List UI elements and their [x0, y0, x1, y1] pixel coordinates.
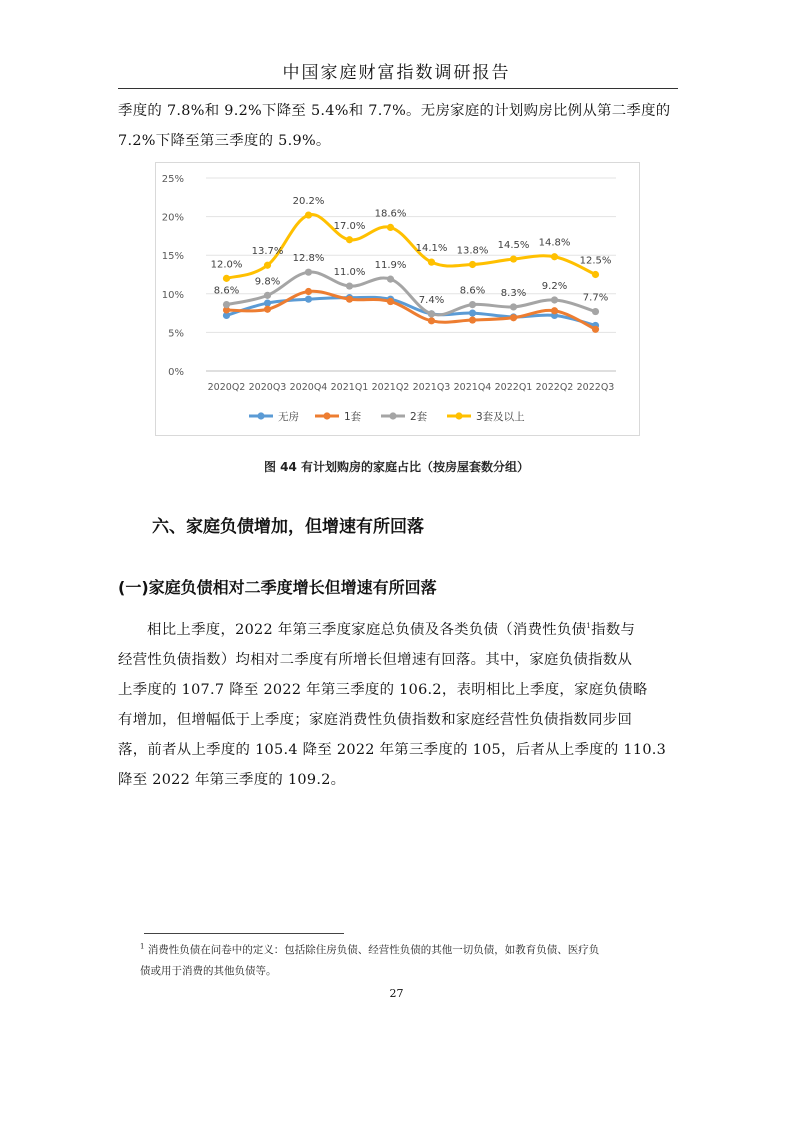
y-tick-label: 25%: [161, 174, 184, 185]
data-point: [305, 288, 312, 295]
data-label: 11.0%: [333, 267, 366, 279]
data-label: 13.7%: [251, 246, 284, 258]
legend-label: 1套: [344, 411, 362, 423]
data-point: [510, 255, 517, 262]
page-number: 27: [389, 987, 404, 1000]
data-point: [264, 299, 271, 306]
legend-marker: [389, 412, 396, 419]
data-point: [592, 271, 599, 278]
data-label: 8.6%: [213, 285, 240, 297]
line-chart: [156, 163, 639, 435]
data-point: [305, 211, 312, 218]
data-point: [346, 296, 353, 303]
footnote-line-1: 消费性负债在问卷中的定义：包括除住房负债、经营性负债的其他一切负债，如教育负债、医疗负: [147, 944, 600, 956]
data-label: 8.3%: [500, 287, 527, 299]
legend-marker: [323, 412, 330, 419]
data-label: 8.6%: [459, 285, 486, 297]
footnote-line-2: 债或用于消费的其他负债等。: [140, 965, 277, 977]
data-point: [264, 262, 271, 269]
data-point: [428, 310, 435, 317]
x-tick-label: 2021Q2: [371, 382, 410, 393]
body-line-4: 有增加，但增幅低于上季度；家庭消费性负债指数和家庭经营性负债指数同步回: [118, 712, 633, 728]
x-tick-label: 2021Q4: [453, 382, 492, 393]
body-line-5: 落，前者从上季度的 105.4 降至 2022 年第三季度的 105，后者从上季度的 110.3: [118, 742, 667, 758]
body-paragraph: [118, 615, 678, 795]
footnote-rule: [144, 933, 344, 934]
data-point: [469, 261, 476, 268]
data-label: 13.8%: [456, 245, 489, 257]
data-point: [510, 303, 517, 310]
data-point: [469, 310, 476, 317]
data-point: [387, 224, 394, 231]
data-point: [428, 259, 435, 266]
data-label: 20.2%: [292, 196, 325, 208]
data-point: [428, 317, 435, 324]
running-header-title: 中国家庭财富指数调研报告: [282, 63, 511, 83]
data-point: [264, 306, 271, 313]
data-point: [305, 296, 312, 303]
figure-caption: 图 44 有计划购房的家庭占比（按房屋套数分组）: [263, 460, 530, 474]
legend-marker: [455, 412, 462, 419]
data-point: [387, 276, 394, 283]
legend-label: 无房: [278, 411, 299, 423]
y-tick-label: 5%: [168, 328, 184, 340]
data-label: 14.5%: [497, 240, 530, 252]
data-label: 14.1%: [415, 243, 448, 255]
data-point: [223, 275, 230, 282]
chart-container: [155, 162, 640, 436]
section-heading: 六、家庭负债增加，但增速有所回落: [152, 517, 424, 537]
data-label: 14.8%: [538, 237, 571, 249]
data-label: 9.2%: [541, 280, 568, 292]
data-point: [551, 307, 558, 314]
data-point: [264, 292, 271, 299]
legend-label: 2套: [410, 411, 428, 423]
intro-paragraph: [118, 96, 678, 156]
data-label: 17.0%: [333, 220, 366, 232]
data-point: [510, 314, 517, 321]
intro-line-1: 季度的 7.8%和 9.2%下降至 5.4%和 7.7%。无房家庭的计划购房比例从第二季度的: [118, 103, 671, 119]
data-point: [387, 298, 394, 305]
data-point: [551, 296, 558, 303]
x-tick-label: 2022Q1: [494, 382, 533, 393]
x-tick-label: 2020Q4: [289, 382, 328, 393]
data-label: 12.5%: [579, 255, 612, 267]
y-tick-label: 0%: [168, 367, 184, 378]
intro-line-2: 7.2%下降至第三季度的 5.9%。: [118, 133, 331, 149]
body-line-3: 上季度的 107.7 降至 2022 年第三季度的 106.2，表明相比上季度，家庭负债略: [118, 682, 648, 698]
legend-marker: [257, 412, 264, 419]
x-tick-label: 2021Q1: [330, 382, 369, 393]
data-label: 9.8%: [254, 276, 281, 288]
subsection-heading: (一)家庭负债相对二季度增长但增速有所回落: [118, 578, 437, 597]
y-tick-label: 15%: [161, 251, 184, 263]
x-tick-label: 2020Q2: [207, 382, 246, 393]
data-label: 11.9%: [374, 260, 407, 272]
footnote-ref[interactable]: 1: [586, 622, 592, 631]
body-line-1b: 指数与: [591, 622, 636, 638]
body-line-1a: 相比上季度，2022 年第三季度家庭总负债及各类负债（消费性负债: [147, 622, 587, 638]
data-point: [551, 253, 558, 260]
body-line-6: 降至 2022 年第三季度的 109.2。: [118, 772, 346, 788]
data-point: [469, 316, 476, 323]
x-tick-label: 2020Q3: [248, 382, 287, 393]
data-point: [346, 236, 353, 243]
x-tick-label: 2022Q2: [535, 382, 574, 393]
data-label: 7.7%: [582, 292, 609, 304]
x-tick-label: 2021Q3: [412, 382, 451, 393]
y-tick-label: 10%: [161, 289, 184, 301]
data-point: [592, 326, 599, 333]
data-point: [305, 269, 312, 276]
y-tick-label: 20%: [161, 212, 184, 224]
x-tick-label: 2022Q3: [576, 382, 615, 393]
data-point: [223, 301, 230, 308]
data-label: 7.4%: [418, 294, 445, 306]
body-line-2: 经营性负债指数）均相对二季度有所增长但增速有回落。其中，家庭负债指数从: [118, 652, 633, 668]
legend-label: 3套及以上: [476, 411, 525, 423]
body-line-1: [118, 615, 678, 645]
data-label: 12.0%: [210, 259, 243, 271]
data-label: 12.8%: [292, 253, 325, 265]
data-label: 18.6%: [374, 208, 407, 220]
footnote: [140, 940, 680, 982]
footnote-marker: 1: [140, 942, 145, 951]
data-point: [346, 282, 353, 289]
data-point: [592, 308, 599, 315]
header-rule: [118, 88, 678, 89]
data-point: [469, 301, 476, 308]
